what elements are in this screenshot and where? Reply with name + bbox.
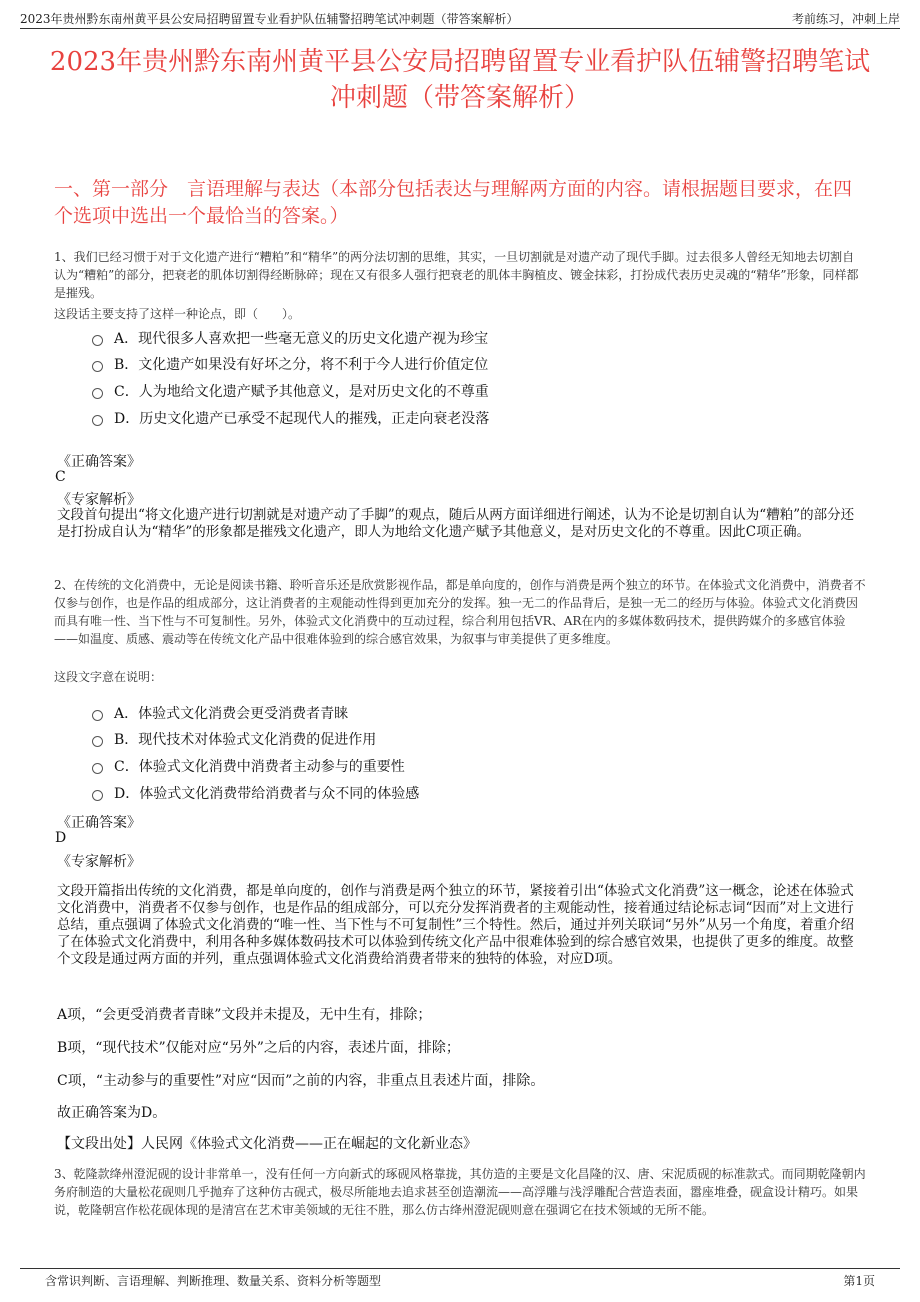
q1-ask: 这段话主要支持了这样一种论点，即（ ）。 bbox=[54, 307, 301, 321]
q1-option-a[interactable] bbox=[92, 328, 488, 348]
q2-conclusion: 故正确答案为D。 bbox=[57, 1105, 167, 1121]
radio-icon[interactable] bbox=[92, 388, 103, 399]
q2-option-d-label: D．体验式文化消费带给消费者与众不同的体验感 bbox=[114, 786, 420, 802]
q1-answer-label: 《正确答案》 bbox=[57, 454, 141, 470]
q2-option-c-label: C．体验式文化消费中消费者主动参与的重要性 bbox=[114, 759, 405, 775]
header-slogan: 考前练习，冲刺上岸 bbox=[791, 12, 900, 26]
q2-option-b[interactable] bbox=[92, 729, 376, 749]
radio-icon[interactable] bbox=[92, 790, 103, 801]
q1-option-c-label: C．人为地给文化遗产赋予其他意义，是对历史文化的不尊重 bbox=[114, 384, 489, 400]
q2-eliminate-b: B项，“现代技术”仅能对应“另外”之后的内容，表述片面，排除； bbox=[57, 1040, 460, 1056]
q2-eliminate-c: C项，“主动参与的重要性”对应“因而”之前的内容，非重点且表述片面，排除。 bbox=[57, 1073, 545, 1089]
q1-answer: C bbox=[55, 469, 66, 485]
q2-stem: 2、在传统的文化消费中，无论是阅读书籍、聆听音乐还是欣赏影视作品，都是单向度的，创作与消费是两个独立的环节。在体验式文化消费中，消费者不仅参与创作，也是作品的组成部分，这让消费者的主观能动性得到更加充分的发挥。独一无二的作品背后，是独一无二的经历与体验。体验式文化消费因而具有唯一性、当下性与不可复制性。另外，体验式文化消费中的互动过程，综合利用包括VR、AR在内的多媒体数码技术，提供跨媒介的多感官体验——如温度、质感、震动等在传统文化产品中很难体验到的综合感官效果，为叙事与审美提供了更多维度。 bbox=[54, 578, 866, 646]
q1-option-d-label: D．历史文化遗产已承受不起现代人的摧残，正走向衰老没落 bbox=[114, 411, 490, 427]
q1-option-d[interactable] bbox=[92, 408, 489, 428]
q2-option-b-label: B．现代技术对体验式文化消费的促进作用 bbox=[114, 732, 377, 748]
page-number: 第1页 bbox=[843, 1274, 875, 1288]
q1-analysis-label: 《专家解析》 bbox=[57, 492, 141, 508]
q1-option-c[interactable] bbox=[92, 381, 489, 401]
q1-stem: 1、我们已经习惯于对于文化遗产进行“糟粕”和“精华”的两分法切割的思维，其实，一旦切割就是对遗产动了现代手脚。过去很多人曾经无知地去切割自认为“糟粕”的部分，把衰老的肌体切割得经断脉碎；现在又有很多人强行把衰老的肌体丰胸植皮、镀金抹彩，打扮成代表历史灵魂的“精华”形象，同样都是摧残。 bbox=[54, 250, 859, 300]
q2-analysis: 文段开篇指出传统的文化消费，都是单向度的，创作与消费是两个独立的环节，紧接着引出“体验式文化消费”这一概念，论述在体验式文化消费中，消费者不仅参与创作，也是作品的组成部分，可以充分发挥消费者的主观能动性，接着通过结论标志词“因而”对上文进行总结，重点强调了体验式文化消费的“唯一性、当下性与不可复制性”三个特性。然后，通过并列关联词“另外”从另一个角度，着重介绍了在体验式文化消费中，利用各种多媒体数码技术可以体验到传统文化产品中很难体验到的综合感官效果，也提供了更多的维度。故整个文段是通过两方面的并列，重点强调体验式文化消费给消费者带来的独特的体验，对应D项。 bbox=[57, 883, 855, 967]
header-doc-title: 2023年贵州黔东南州黄平县公安局招聘留置专业看护队伍辅警招聘笔试冲刺题（带答案解析） bbox=[20, 12, 519, 26]
radio-icon[interactable] bbox=[92, 415, 103, 426]
q2-analysis-label: 《专家解析》 bbox=[57, 854, 141, 870]
q2-ask: 这段文字意在说明： bbox=[54, 670, 163, 684]
q1-option-b-label: B．文化遗产如果没有好坏之分，将不利于今人进行价值定位 bbox=[114, 357, 489, 373]
q1-option-b[interactable] bbox=[92, 354, 488, 374]
q2-source: 【文段出处】人民网《体验式文化消费——正在崛起的文化新业态》 bbox=[57, 1136, 477, 1152]
q2-option-d[interactable] bbox=[92, 783, 419, 803]
radio-icon[interactable] bbox=[92, 361, 103, 372]
q3-stem: 3、乾隆款绛州澄泥砚的设计非常单一，没有任何一方向新式的琢砚风格靠拢，其仿造的主要是文化昌隆的汉、唐、宋泥质砚的标准款式。而同期乾隆朝内务府制造的大量松花砚则几乎抛弃了这种仿古砚式，极尽所能地去追求甚至创造潮流——高浮雕与浅浮雕配合营造表面，嚣座堆叠，砚盒设计精巧。如果说，乾隆朝宫作松花砚体现的是清宫在艺术审美领域的无往不胜，那么仿古绛州澄泥砚则意在强调它在技术领域的无所不能。 bbox=[54, 1167, 866, 1217]
section-heading: 一、第一部分 言语理解与表达（本部分包括表达与理解两方面的内容。请根据题目要求，在四个选项中选出一个最恰当的答案。） bbox=[54, 178, 853, 227]
q2-option-a[interactable] bbox=[92, 703, 348, 723]
q2-option-a-label: A．体验式文化消费会更受消费者青睐 bbox=[114, 706, 349, 722]
footer-divider bbox=[20, 1268, 900, 1269]
q2-answer: D bbox=[55, 830, 67, 846]
header-divider bbox=[20, 28, 900, 29]
q1-analysis: 文段首句提出“将文化遗产进行切割就是对遗产动了手脚”的观点，随后从两方面详细进行阐述，认为不论是切割自认为“糟粕”的部分还是打扮成自认为“精华”的形象都是摧残文化遗产，即人为地给文化遗产赋予其他意义，是对历史文化的不尊重。因此C项正确。 bbox=[57, 507, 855, 540]
radio-icon[interactable] bbox=[92, 763, 103, 774]
q2-eliminate-a: A项，“会更受消费者青睐”文段并未提及，无中生有，排除； bbox=[57, 1007, 432, 1023]
q1-option-a-label: A．现代很多人喜欢把一些毫无意义的历史文化遗产视为珍宝 bbox=[114, 331, 489, 347]
q2-answer-label: 《正确答案》 bbox=[57, 815, 141, 831]
radio-icon[interactable] bbox=[92, 736, 103, 747]
footer-description: 含常识判断、言语理解、判断推理、数量关系、资料分析等题型 bbox=[45, 1274, 382, 1288]
q2-option-c[interactable] bbox=[92, 756, 405, 776]
page-title: 2023年贵州黔东南州黄平县公安局招聘留置专业看护队伍辅警招聘笔试冲刺题（带答案解析） bbox=[49, 47, 871, 113]
radio-icon[interactable] bbox=[92, 710, 103, 721]
radio-icon[interactable] bbox=[92, 335, 103, 346]
